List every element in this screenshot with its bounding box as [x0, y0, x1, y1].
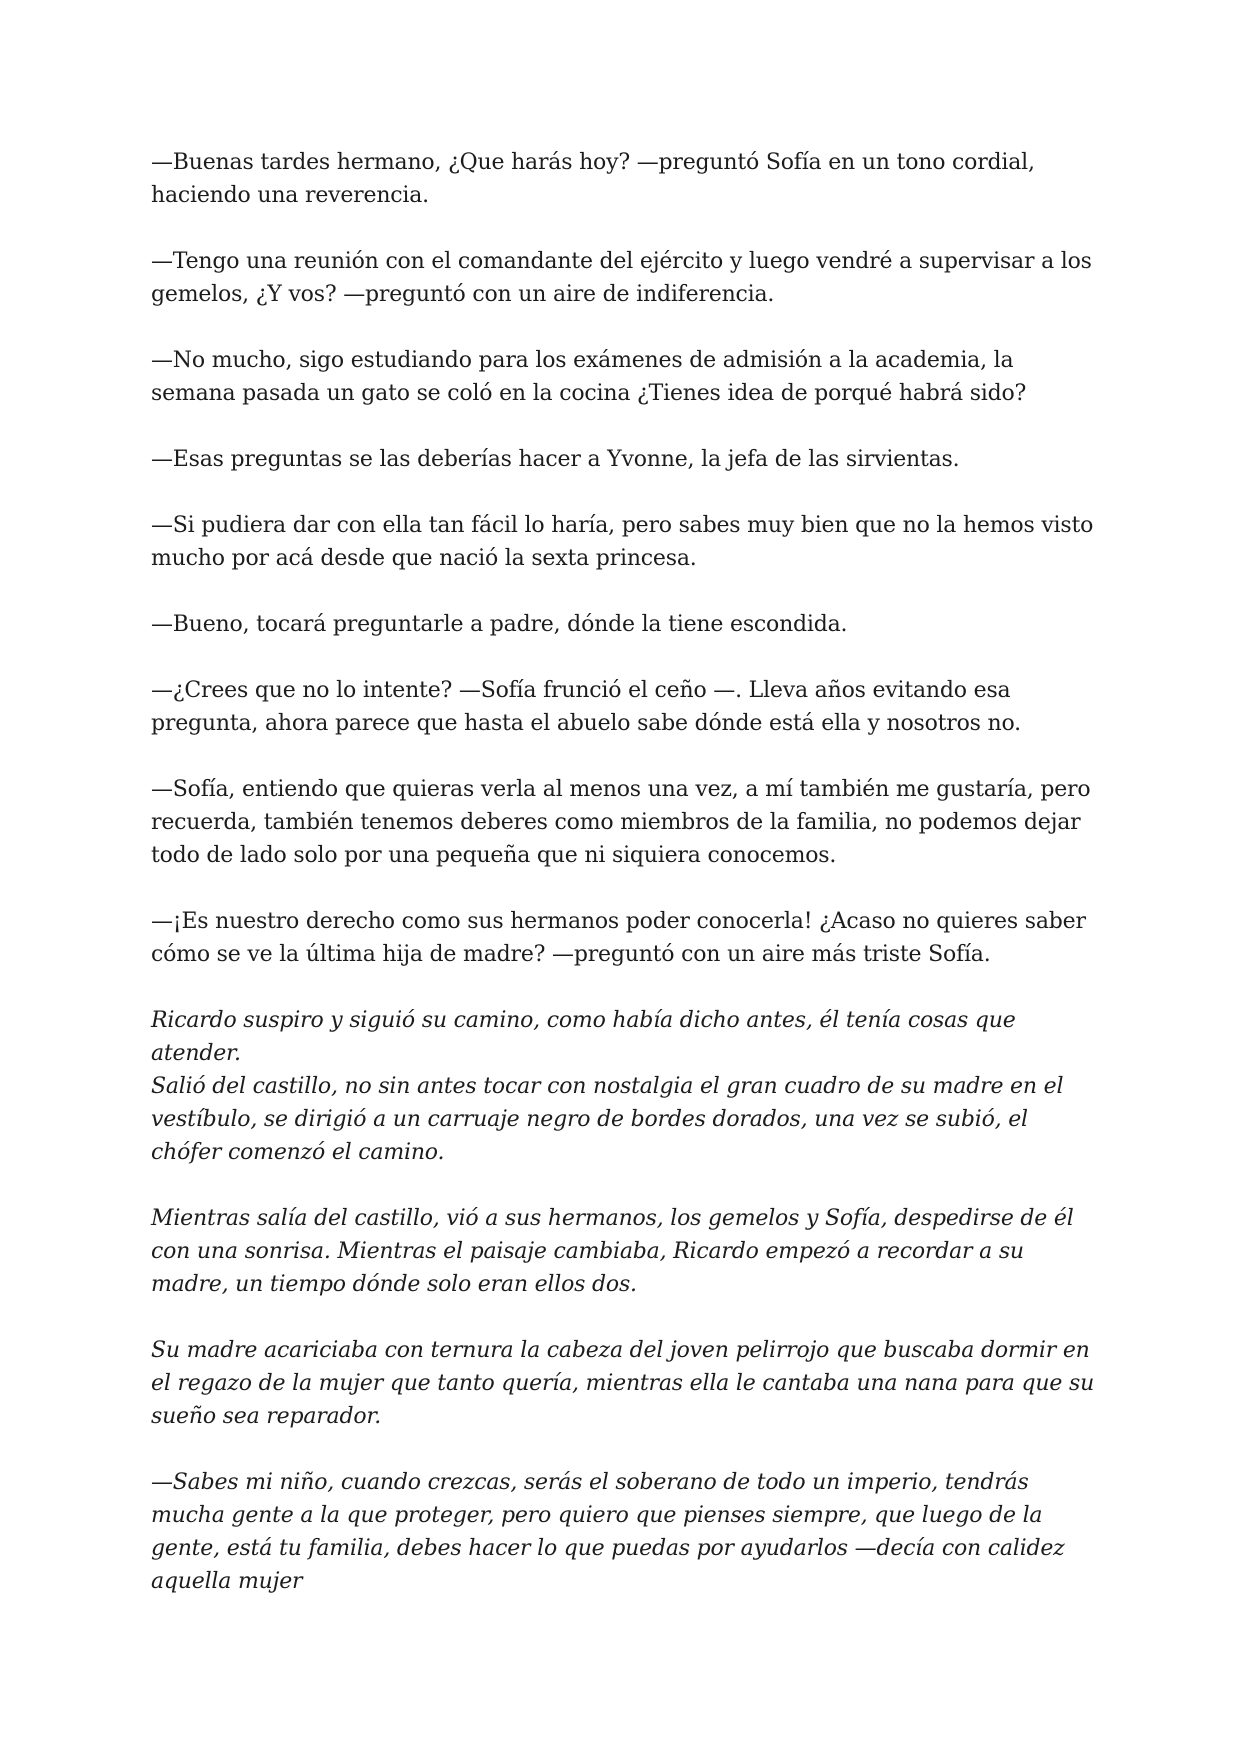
paragraph-7: —¿Crees que no lo intente? —Sofía frunció el ceño —. Lleva años evitando esa pregunta, ahora parece que hasta el abuelo sabe dónde está ella y nosotros no.	[151, 678, 1021, 736]
paragraph-14: —Sabes mi niño, cuando crezcas, serás el soberano de todo un imperio, tendrás mucha gente a la que proteger, pero quiero que pienses siempre, que luego de la gente, está tu familia, debes hacer lo que puedas por ayudarlos —decía con calidez aquella mujer	[151, 1470, 1065, 1594]
paragraph-13: Su madre acariciaba con ternura la cabeza del joven pelirrojo que buscaba dormir en el regazo de la mujer que tanto quería, mientras ella le cantaba una nana para que su sueño sea reparador.	[151, 1338, 1095, 1429]
document-page	[151, 146, 1101, 1631]
paragraph-2: —Tengo una reunión con el comandante del ejército y luego vendré a supervisar a los gemelos, ¿Y vos? —preguntó con un aire de indiferencia.	[151, 249, 1092, 307]
paragraph-10: Ricardo suspiro y siguió su camino, como había dicho antes, él tenía cosas que atender.	[151, 1008, 1016, 1066]
paragraph-9: —¡Es nuestro derecho como sus hermanos poder conocerla! ¿Acaso no quieres saber cómo se ve la última hija de madre? —preguntó con un aire más triste Sofía.	[151, 909, 1086, 967]
paragraph-11: Salió del castillo, no sin antes tocar con nostalgia el gran cuadro de su madre en el vestíbulo, se dirigió a un carruaje negro de bordes dorados, una vez se subió, el chófer comenzó el camino.	[151, 1074, 1064, 1165]
paragraph-1: —Buenas tardes hermano, ¿Que harás hoy? —preguntó Sofía en un tono cordial, haciendo una reverencia.	[151, 150, 1035, 208]
paragraph-12: Mientras salía del castillo, vió a sus hermanos, los gemelos y Sofía, despedirse de él con una sonrisa. Mientras el paisaje cambiaba, Ricardo empezó a recordar a su madre, un tiempo dónde solo eran ellos dos.	[151, 1206, 1074, 1297]
paragraph-8: —Sofía, entiendo que quieras verla al menos una vez, a mí también me gustaría, pero recuerda, también tenemos deberes como miembros de la familia, no podemos dejar todo de lado solo por una pequeña que ni siquiera conocemos.	[151, 777, 1091, 868]
paragraph-6: —Bueno, tocará preguntarle a padre, dónde la tiene escondida.	[151, 612, 848, 637]
paragraph-4: —Esas preguntas se las deberías hacer a Yvonne, la jefa de las sirvientas.	[151, 447, 960, 472]
paragraph-5: —Si pudiera dar con ella tan fácil lo haría, pero sabes muy bien que no la hemos visto mucho por acá desde que nació la sexta princesa.	[151, 513, 1094, 571]
paragraph-3: —No mucho, sigo estudiando para los exámenes de admisión a la academia, la semana pasada un gato se coló en la cocina ¿Tienes idea de porqué habrá sido?	[151, 348, 1027, 406]
